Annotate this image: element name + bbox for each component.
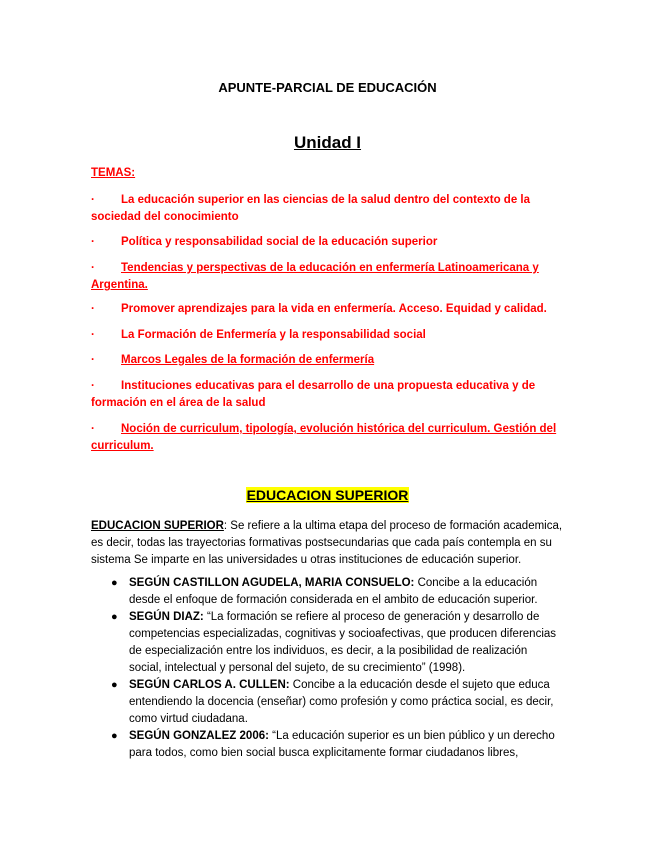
topic-item <box>91 234 561 251</box>
list-item <box>91 728 563 762</box>
topic-item <box>91 327 561 344</box>
section-heading <box>0 487 655 505</box>
list-item <box>91 677 563 728</box>
topic-text: Noción de curriculum, tipología, evolución histórica del curriculum. Gestión del curriculum. <box>91 423 557 452</box>
document-title: APUNTE-PARCIAL DE EDUCACIÓN <box>218 80 437 95</box>
bullet-dot: · <box>91 303 95 315</box>
author-name: SEGÚN DIAZ: <box>129 611 204 623</box>
author-name: SEGÚN CASTILLON AGUDELA, MARIA CONSUELO: <box>129 577 415 589</box>
bullet-icon: ● <box>111 577 118 589</box>
topic-item <box>91 352 561 369</box>
author-text: “La educación superior es un bien público y un derecho para todos, como bien social busca explicitamente formar ciudadanos libres, <box>129 730 555 759</box>
list-item <box>91 575 563 609</box>
intro-lead: EDUCACION SUPERIOR <box>91 520 224 532</box>
bullet-icon: ● <box>111 730 118 742</box>
bullet-dot: · <box>91 423 95 435</box>
section-heading-text: EDUCACION SUPERIOR <box>246 487 409 503</box>
topic-item <box>91 421 561 455</box>
bullet-icon: ● <box>111 679 118 691</box>
bullet-dot: · <box>91 380 95 392</box>
bullet-dot: · <box>91 354 95 366</box>
topic-item <box>91 378 561 412</box>
list-item <box>91 609 563 677</box>
author-text: Concibe a la educación desde el sujeto que educa entendiendo la docencia (enseñar) como profesión y como práctica social, es decir, como virtud ciudadana. <box>129 679 554 725</box>
topic-item <box>91 260 561 294</box>
topic-item <box>91 192 561 226</box>
intro-text: : Se refiere a la ultima etapa del proceso de formación academica, es decir, todas las trayectorias formativas postsecundarias que cada país contempla en su sistema Se imparte en las universidades u otras instituciones de educación superior. <box>91 520 563 566</box>
bullet-icon: ● <box>111 611 118 623</box>
bullet-dot: · <box>91 236 95 248</box>
bullet-dot: · <box>91 194 95 206</box>
topic-text: La educación superior en las ciencias de la salud dentro del contexto de la sociedad del conocimiento <box>91 194 531 223</box>
author-name: SEGÚN CARLOS A. CULLEN: <box>129 679 290 691</box>
topic-text: Promover aprendizajes para la vida en enfermería. Acceso. Equidad y calidad. <box>121 303 547 315</box>
bullet-dot: · <box>91 262 95 274</box>
intro-paragraph <box>91 518 563 569</box>
topic-text: Política y responsabilidad social de la educación superior <box>121 236 438 248</box>
author-text: Concibe a la educación desde el enfoque de formación considerada en el ambito de educación superior. <box>129 577 538 606</box>
topic-text: Instituciones educativas para el desarrollo de una propuesta educativa y de formación en el área de la salud <box>91 380 536 409</box>
authors-list <box>91 575 563 762</box>
temas-label: TEMAS: <box>91 167 136 179</box>
topic-text: La Formación de Enfermería y la responsabilidad social <box>121 329 426 341</box>
unit-heading: Unidad I <box>293 133 362 152</box>
bullet-dot: · <box>91 329 95 341</box>
author-name: SEGÚN GONZALEZ 2006: <box>129 730 269 742</box>
topic-text: Marcos Legales de la formación de enfermería <box>121 354 375 366</box>
author-text: “La formación se refiere al proceso de generación y desarrollo de competencias especializadas, cognitivas y socioafectivas, que producen diferencias de especialización entre los individuos, es decir, a la posibilidad de realización social, intelectual y personal del sujeto, de su crecimiento” (1998). <box>129 611 557 674</box>
topic-item <box>91 301 561 318</box>
topic-text: Tendencias y perspectivas de la educación en enfermería Latinoamericana y Argentina. <box>91 262 539 291</box>
